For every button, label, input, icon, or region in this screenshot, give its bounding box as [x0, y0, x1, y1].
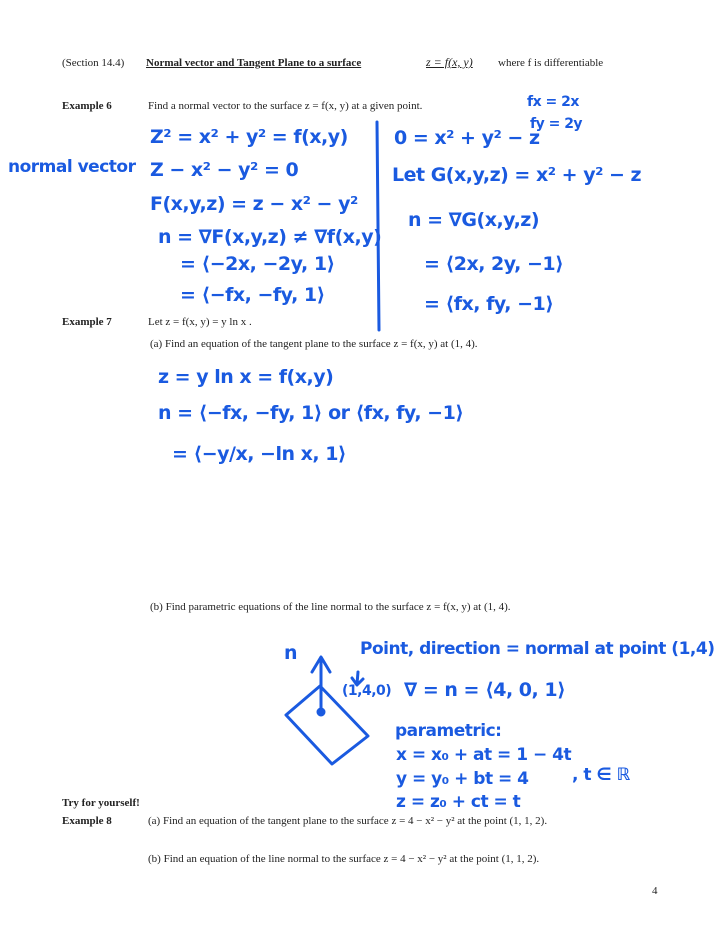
example6-prompt: Find a normal vector to the surface z = f(x, y) at a given point.: [148, 100, 423, 112]
hw-right-line: Let G(x,y,z) = x² + y² − z: [392, 164, 642, 186]
hw-gradient: ∇ = n = ⟨4, 0, 1⟩: [404, 679, 566, 701]
hw-right-line: = ⟨2x, 2y, −1⟩: [424, 253, 564, 275]
hw-right-line: = ⟨fx, fy, −1⟩: [424, 293, 554, 315]
hw-left-line: F(x,y,z) = z − x² − y²: [150, 193, 358, 215]
title-equation: z = f(x, y): [426, 55, 473, 69]
hw-7a-line: z = y ln x = f(x,y): [158, 366, 334, 388]
hw-domain: , t ∈ ℝ: [572, 765, 630, 785]
hw-z-eq: z = z₀ + ct = t: [396, 792, 521, 812]
example8-part-b: (b) Find an equation of the line normal to the surface z = 4 − x² − y² at the point (1, 1, 2).: [148, 853, 540, 865]
example7-label: Example 7: [62, 316, 112, 328]
hw-left-line: = ⟨−fx, −fy, 1⟩: [180, 284, 325, 306]
hw-point: (1,4,0): [342, 683, 392, 699]
example8-label: Example 8: [62, 815, 112, 827]
tangent-point-dot: [318, 709, 324, 715]
hw-7a-line: = ⟨−y/x, −ln x, 1⟩: [172, 443, 347, 465]
point-pointer-arrow: [352, 672, 363, 685]
hw-parametric-label: parametric:: [395, 721, 502, 741]
hw-left-line: n = ∇F(x,y,z) ≠ ∇f(x,y): [158, 226, 382, 248]
example6-label: Example 6: [62, 100, 112, 112]
hw-fy: fy = 2y: [530, 116, 583, 132]
hw-fx: fx = 2x: [527, 94, 579, 110]
divider-line: [377, 122, 379, 330]
hw-point-direction: Point, direction = normal at point (1,4): [360, 639, 715, 659]
hw-right-line: n = ∇G(x,y,z): [408, 209, 540, 231]
page-title: Normal vector and Tangent Plane to a surface: [146, 57, 362, 69]
hw-7a-line: n = ⟨−fx, −fy, 1⟩ or ⟨fx, fy, −1⟩: [158, 402, 464, 424]
try-heading: Try for yourself!: [62, 797, 140, 809]
hw-right-line: 0 = x² + y² − z: [394, 127, 540, 149]
example8-part-a: (a) Find an equation of the tangent plane to the surface z = 4 − x² − y² at the point (1, 1, 2).: [148, 815, 548, 827]
page-number: 4: [652, 885, 658, 897]
hw-normal-vector-note: normal vector: [8, 157, 136, 177]
example7-part-a: (a) Find an equation of the tangent plane to the surface z = f(x, y) at (1, 4).: [150, 338, 478, 350]
hw-left-line: Z² = x² + y² = f(x,y): [150, 126, 348, 148]
tangent-plane-square: [286, 686, 368, 764]
title-condition: where f is differentiable: [498, 57, 604, 69]
hw-left-line: Z − x² − y² = 0: [150, 159, 299, 181]
hw-n-label: n: [284, 642, 298, 664]
example7-part-b: (b) Find parametric equations of the line normal to the surface z = f(x, y) at (1, 4).: [150, 601, 511, 613]
hw-y-eq: y = y₀ + bt = 4: [396, 769, 529, 789]
example7-intro: Let z = f(x, y) = y ln x .: [148, 316, 252, 328]
hw-left-line: = ⟨−2x, −2y, 1⟩: [180, 253, 335, 275]
section-label: (Section 14.4): [62, 57, 125, 69]
hw-x-eq: x = x₀ + at = 1 − 4t: [396, 745, 572, 765]
